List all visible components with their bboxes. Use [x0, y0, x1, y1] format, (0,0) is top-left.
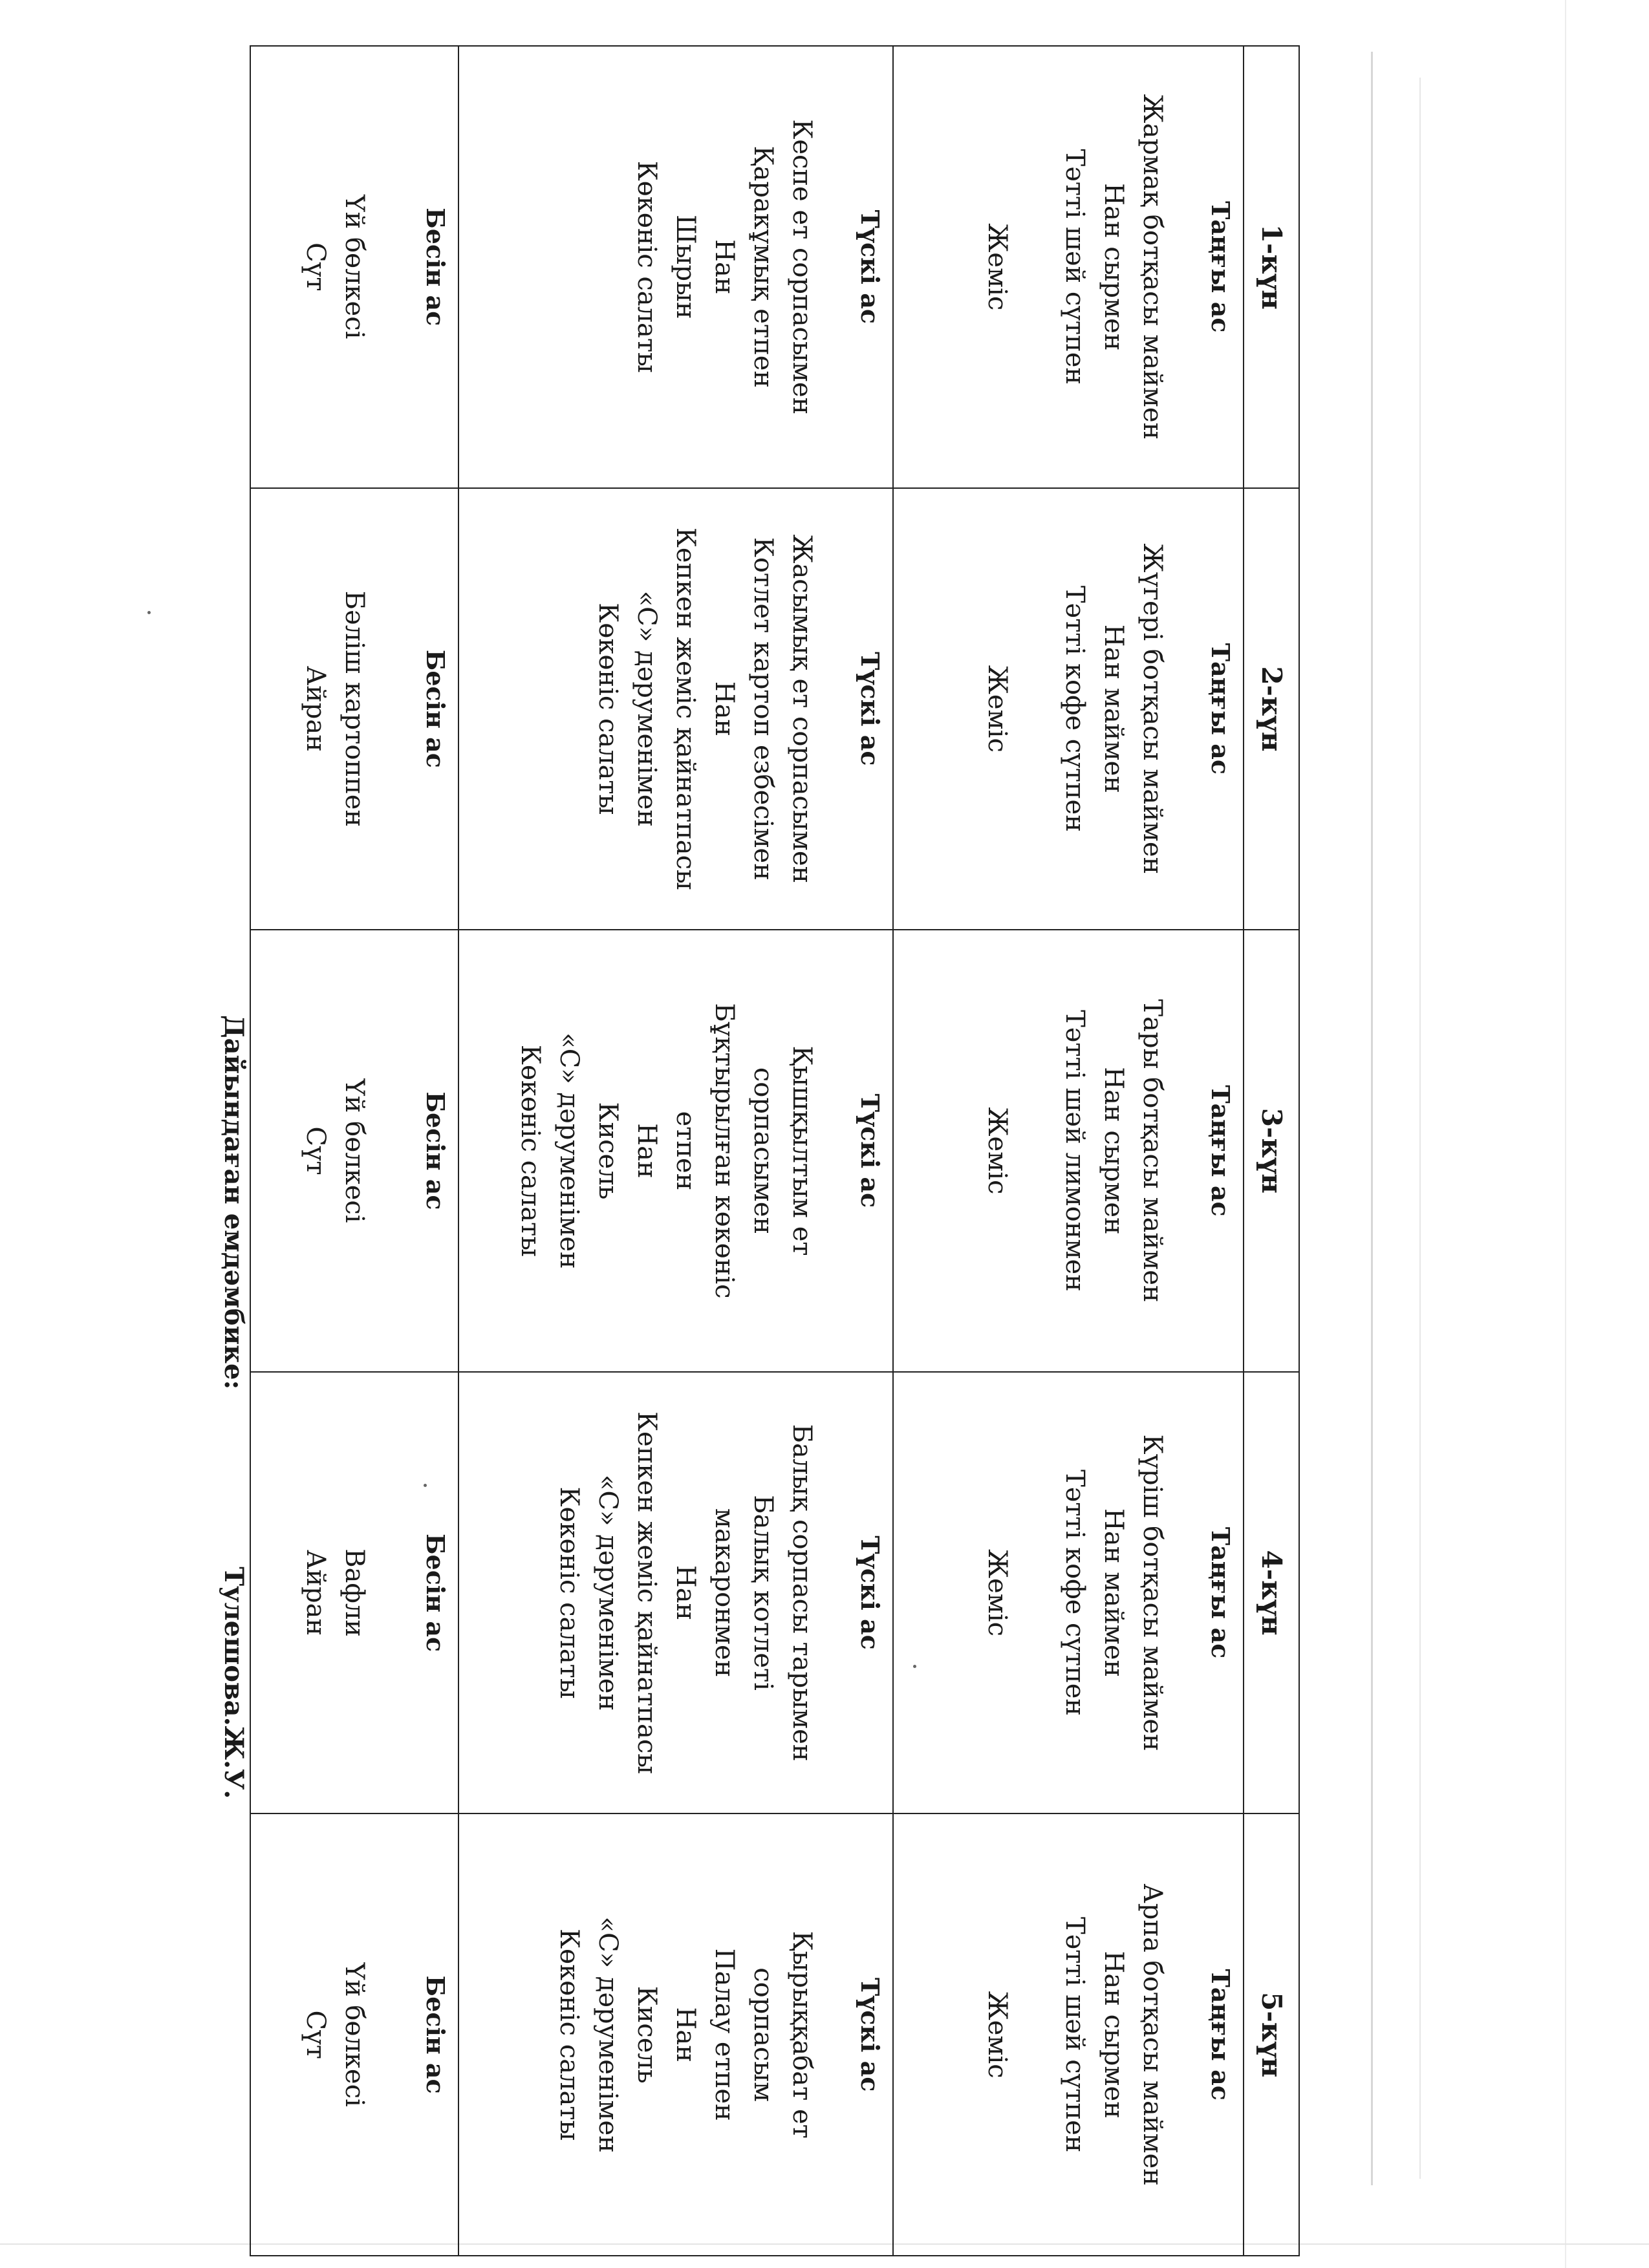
menu-item: Тәтті шәй лимонмен — [1060, 1010, 1090, 1292]
breakfast-title: Таңғы ас — [1206, 643, 1235, 775]
snack-cell — [250, 488, 458, 930]
menu-item: Күріш ботқасы маймен — [1137, 1434, 1167, 1751]
prepared-by-label: Дайындаған емдәмбике: — [219, 1015, 249, 1390]
menu-item: Тәтті шәй сүтпен — [1060, 1916, 1090, 2153]
menu-item: Жеміс — [982, 1107, 1012, 1195]
menu-item: Үй бөлкесі — [339, 1078, 369, 1223]
menu-item: Палау етпен — [709, 1948, 739, 2121]
snack-title: Бесін ас — [421, 649, 450, 768]
snack-cell — [250, 46, 458, 488]
breakfast-cell — [893, 46, 1244, 488]
menu-item: Нан сырмен — [1099, 1067, 1128, 1235]
menu-item: Кеспе ет сорпасымен — [787, 119, 817, 415]
menu-item: Нан — [709, 681, 739, 737]
rotated-menu-page — [213, 45, 1300, 2263]
menu-item — [1017, 934, 1055, 1367]
lunch-title: Түскі ас — [856, 652, 885, 766]
snack-title: Бесін ас — [421, 1091, 450, 1210]
menu-item — [1017, 493, 1055, 926]
breakfast-title: Таңғы ас — [1206, 201, 1235, 333]
lunch-title: Түскі ас — [856, 1535, 885, 1650]
menu-item: Үй бөлкесі — [339, 195, 369, 339]
menu-item: сорпасым — [748, 1967, 778, 2102]
menu-item: Кепкен жеміс қайнатпасы — [632, 1411, 662, 1775]
menu-item: Нан — [632, 1123, 662, 1179]
menu-item: «С» дәруменімен — [632, 590, 662, 828]
snack-title: Бесін ас — [421, 1534, 450, 1653]
menu-item: Қырыққабат ет — [787, 1931, 817, 2139]
menu-item: Жүгері ботқасы маймен — [1137, 543, 1167, 875]
menu-item: Балық котлеті — [748, 1495, 778, 1691]
lunch-cell — [458, 930, 893, 1372]
breakfast-cell — [893, 1813, 1244, 2256]
lunch-title: Түскі ас — [856, 209, 885, 324]
menu-item — [1017, 50, 1055, 484]
menu-item: Вафли — [339, 1548, 369, 1637]
menu-item: Жасымық ет сорпасымен — [787, 534, 817, 884]
day-title: 3-күн — [1244, 930, 1299, 1372]
menu-item: Сүт — [301, 1126, 330, 1175]
menu-item: «С» дәруменімен — [554, 1032, 584, 1269]
lunch-row — [458, 46, 893, 2256]
menu-item: Котлет картоп езбесімен — [748, 537, 778, 881]
menu-item: Жармақ ботқасы маймен — [1137, 94, 1167, 440]
lunch-cell — [458, 1372, 893, 1814]
menu-item: Кисель — [632, 1985, 662, 2084]
day-title: 2-күн — [1244, 488, 1299, 930]
lunch-cell — [458, 46, 893, 488]
menu-item: Көкөніс салаты — [554, 1929, 584, 2141]
lunch-title: Түскі ас — [856, 1093, 885, 1208]
breakfast-row — [893, 46, 1244, 2256]
breakfast-title: Таңғы ас — [1206, 1526, 1235, 1659]
breakfast-cell — [893, 488, 1244, 930]
snack-cell — [250, 1813, 458, 2256]
menu-item: Көкөніс салаты — [554, 1486, 584, 1699]
scan-artifact-line — [1565, 0, 1566, 2268]
day-title: 1-күн — [1244, 46, 1299, 488]
menu-item: Жеміс — [982, 1991, 1012, 2079]
menu-item: Жеміс — [982, 223, 1012, 311]
menu-item: Нан — [671, 1565, 700, 1621]
breakfast-title: Таңғы ас — [1206, 1085, 1235, 1217]
menu-item: Нан — [671, 2007, 700, 2062]
menu-item: сорпасымен — [748, 1067, 778, 1235]
menu-item: Сүт — [301, 2010, 330, 2059]
menu-item: Қаракұмық етпен — [748, 145, 778, 389]
weekly-menu-table — [250, 45, 1300, 2256]
breakfast-cell — [893, 1372, 1244, 1814]
menu-item: Тәтті кофе сүтпен — [1060, 1470, 1090, 1717]
menu-item: Айран — [301, 1550, 330, 1636]
menu-item: Тәтті шәй сүтпен — [1060, 149, 1090, 385]
menu-item: Кисель — [593, 1102, 623, 1200]
scan-artifact-line — [1419, 78, 1421, 2179]
lunch-cell — [458, 488, 893, 930]
menu-item: Айран — [301, 665, 330, 752]
menu-item: Нан сырмен — [1099, 1951, 1128, 2119]
menu-item: Шырын — [671, 215, 700, 319]
menu-item: Нан сырмен — [1099, 183, 1128, 351]
menu-item: «С» дәруменімен — [593, 1474, 623, 1711]
menu-item: Бәліш картоппен — [339, 590, 369, 828]
menu-item: Көкөніс салаты — [593, 603, 623, 815]
menu-item: Тәтті кофе сүтпен — [1060, 585, 1090, 832]
menu-item: Нан маймен — [1099, 624, 1128, 793]
menu-item: Қышқылтым ет — [787, 1045, 817, 1256]
snack-title: Бесін ас — [421, 1975, 450, 2094]
snack-row — [250, 46, 458, 2256]
prepared-by-footer — [219, 1015, 249, 1799]
menu-item: Тары ботқасы маймен — [1137, 999, 1167, 1303]
menu-item: Арпа ботқасы маймен — [1137, 1883, 1167, 2186]
menu-item: Үй бөлкесі — [339, 1962, 369, 2107]
snack-title: Бесін ас — [421, 208, 450, 326]
dietitian-signature-name: Тулешова.Ж.У. — [219, 1567, 249, 1799]
menu-item — [1017, 1376, 1055, 1810]
menu-item: етпен — [671, 1111, 700, 1191]
lunch-cell — [458, 1813, 893, 2256]
menu-item — [1017, 1818, 1055, 2251]
breakfast-title: Таңғы ас — [1206, 1969, 1235, 2101]
menu-item: Сүт — [301, 242, 330, 292]
menu-item: Балық сорпасы тарымен — [787, 1424, 817, 1762]
day-title: 5-күн — [1244, 1813, 1299, 2256]
scan-speck — [147, 611, 151, 614]
snack-cell — [250, 930, 458, 1372]
lunch-title: Түскі ас — [856, 1978, 885, 2092]
menu-item: Бұқтырылған көкөніс — [709, 1003, 739, 1299]
menu-item: Көкөніс салаты — [515, 1044, 545, 1257]
menu-item: Кепкен жеміс қайнатпасы — [671, 527, 700, 890]
day-title: 4-күн — [1244, 1372, 1299, 1814]
menu-item: Нан — [709, 239, 739, 295]
scan-artifact-line — [1371, 52, 1373, 2185]
day-header-row — [1244, 46, 1299, 2256]
menu-item: Көкөніс салаты — [632, 160, 662, 373]
menu-item: Жеміс — [982, 1549, 1012, 1637]
breakfast-cell — [893, 930, 1244, 1372]
menu-item: «С» дәруменімен — [593, 1916, 623, 2153]
menu-item: Жеміс — [982, 665, 1012, 753]
menu-item: макаронмен — [709, 1508, 739, 1678]
menu-item: Нан маймен — [1099, 1508, 1128, 1678]
snack-cell — [250, 1372, 458, 1814]
